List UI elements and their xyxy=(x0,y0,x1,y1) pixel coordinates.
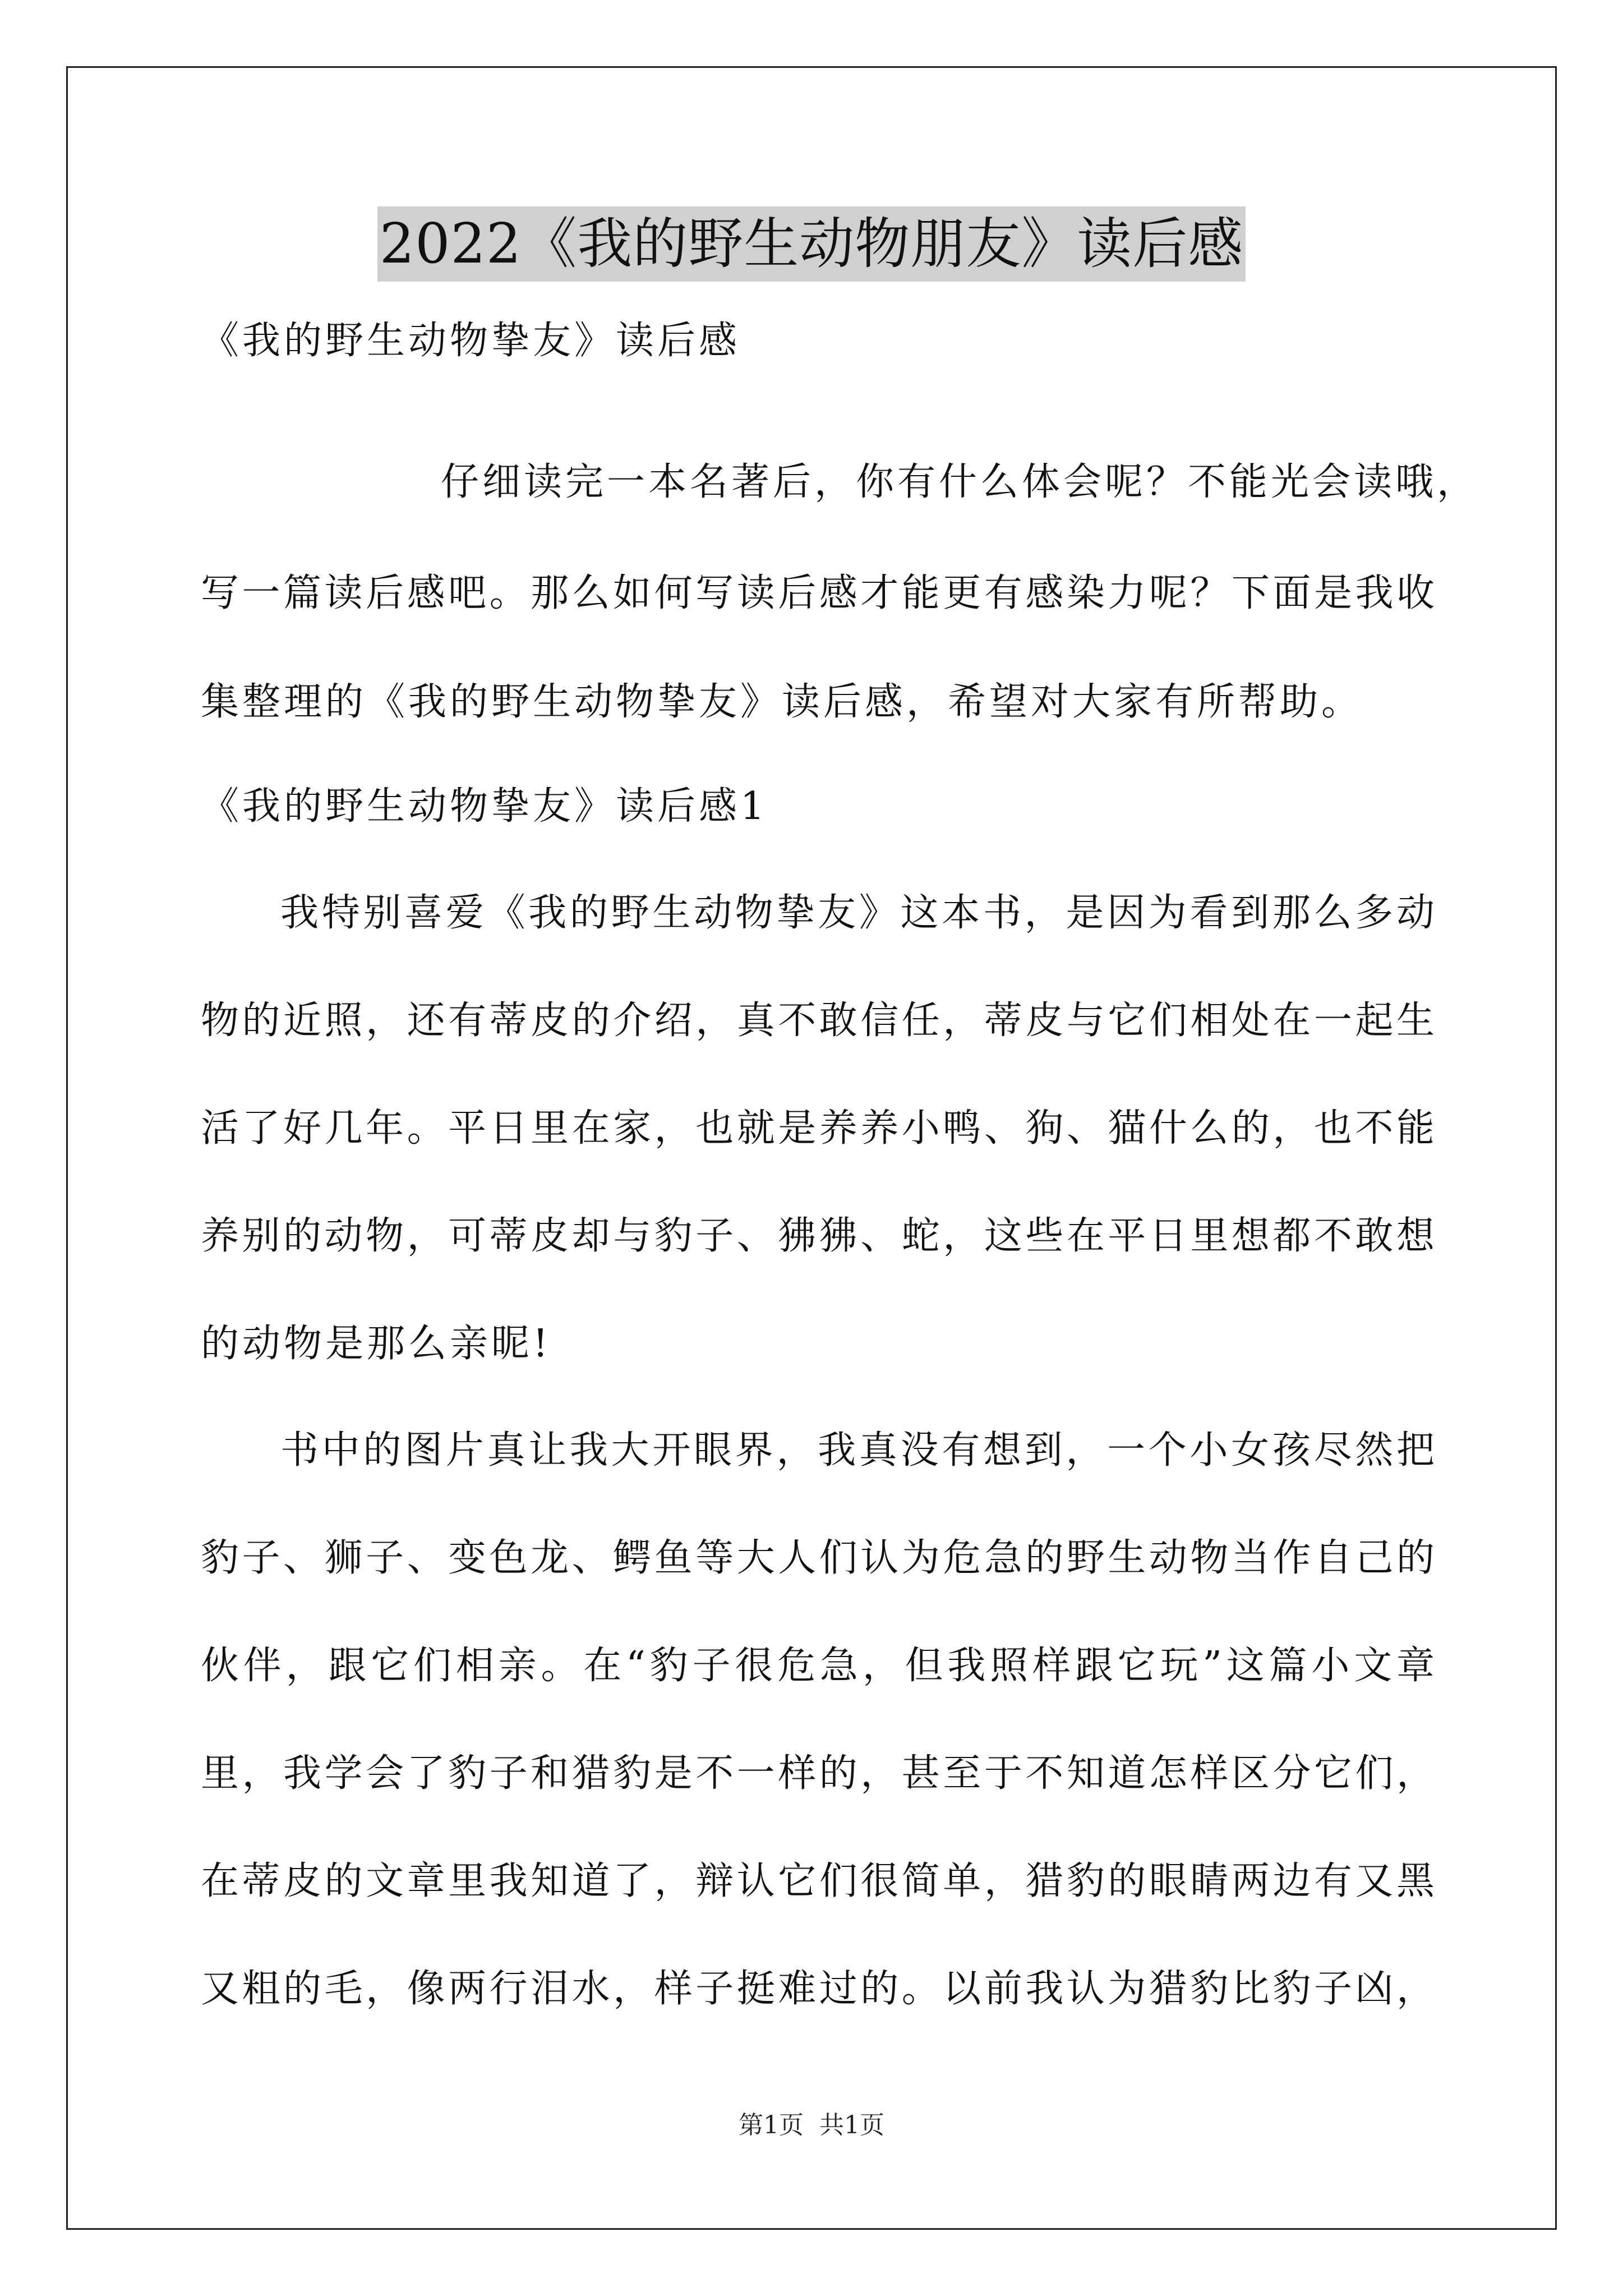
paragraph1-line-1: 我特别喜爱《我的野生动物挚友》这本书，是因为看到那么多动 xyxy=(280,891,1435,935)
paragraph2-line-2: 豹子、狮子、变色龙、鳄鱼等大人们认为危急的野生动物当作自己的 xyxy=(201,1536,1435,1580)
paragraph2-line-4: 里，我学会了豹子和猎豹是不一样的，甚至于不知道怎样区分它们， xyxy=(201,1751,1435,1796)
paragraph2-line-5: 在蒂皮的文章里我知道了，辩认它们很简单，猎豹的眼睛两边有又黑 xyxy=(201,1859,1435,1903)
page-footer xyxy=(0,2110,1623,2141)
intro-line-1: 仔细读完一本名著后，你有什么体会呢？不能光会读哦， xyxy=(441,460,1479,504)
page-total: 共1页 xyxy=(819,2111,884,2139)
paragraph1-line-3: 活了好几年。平日里在家，也就是养养小鸭、狗、猫什么的，也不能 xyxy=(201,1106,1435,1151)
paragraph2-line-6: 又粗的毛，像两行泪水，样子挺难过的。以前我认为猎豹比豹子凶， xyxy=(201,1967,1435,2011)
subtitle: 《我的野生动物挚友》读后感 xyxy=(201,319,741,363)
paragraph1-line-2: 物的近照，还有蒂皮的介绍，真不敢信任，蒂皮与它们相处在一起生 xyxy=(201,999,1435,1043)
paragraph1-line-4: 养别的动物，可蒂皮却与豹子、狒狒、蛇，这些在平日里想都不敢想 xyxy=(201,1214,1435,1258)
section-heading: 《我的野生动物挚友》读后感1 xyxy=(201,784,768,829)
paragraph2-line-3: 伙伴，跟它们相亲。在“豹子很危急，但我照样跟它玩”这篇小文章 xyxy=(201,1644,1435,1688)
page-number: 第1页 xyxy=(739,2111,804,2139)
intro-line-2: 写一篇读后感吧。那么如何写读后感才能更有感染力呢？下面是我收 xyxy=(201,571,1435,615)
title-container xyxy=(0,206,1623,282)
intro-line-3: 集整理的《我的野生动物挚友》读后感，希望对大家有所帮助。 xyxy=(201,680,1363,724)
paragraph1-line-5: 的动物是那么亲昵! xyxy=(201,1322,552,1366)
paragraph2-line-1: 书中的图片真让我大开眼界，我真没有想到，一个小女孩尽然把 xyxy=(280,1428,1435,1473)
document-title: 2022《我的野生动物朋友》读后感 xyxy=(377,206,1246,282)
